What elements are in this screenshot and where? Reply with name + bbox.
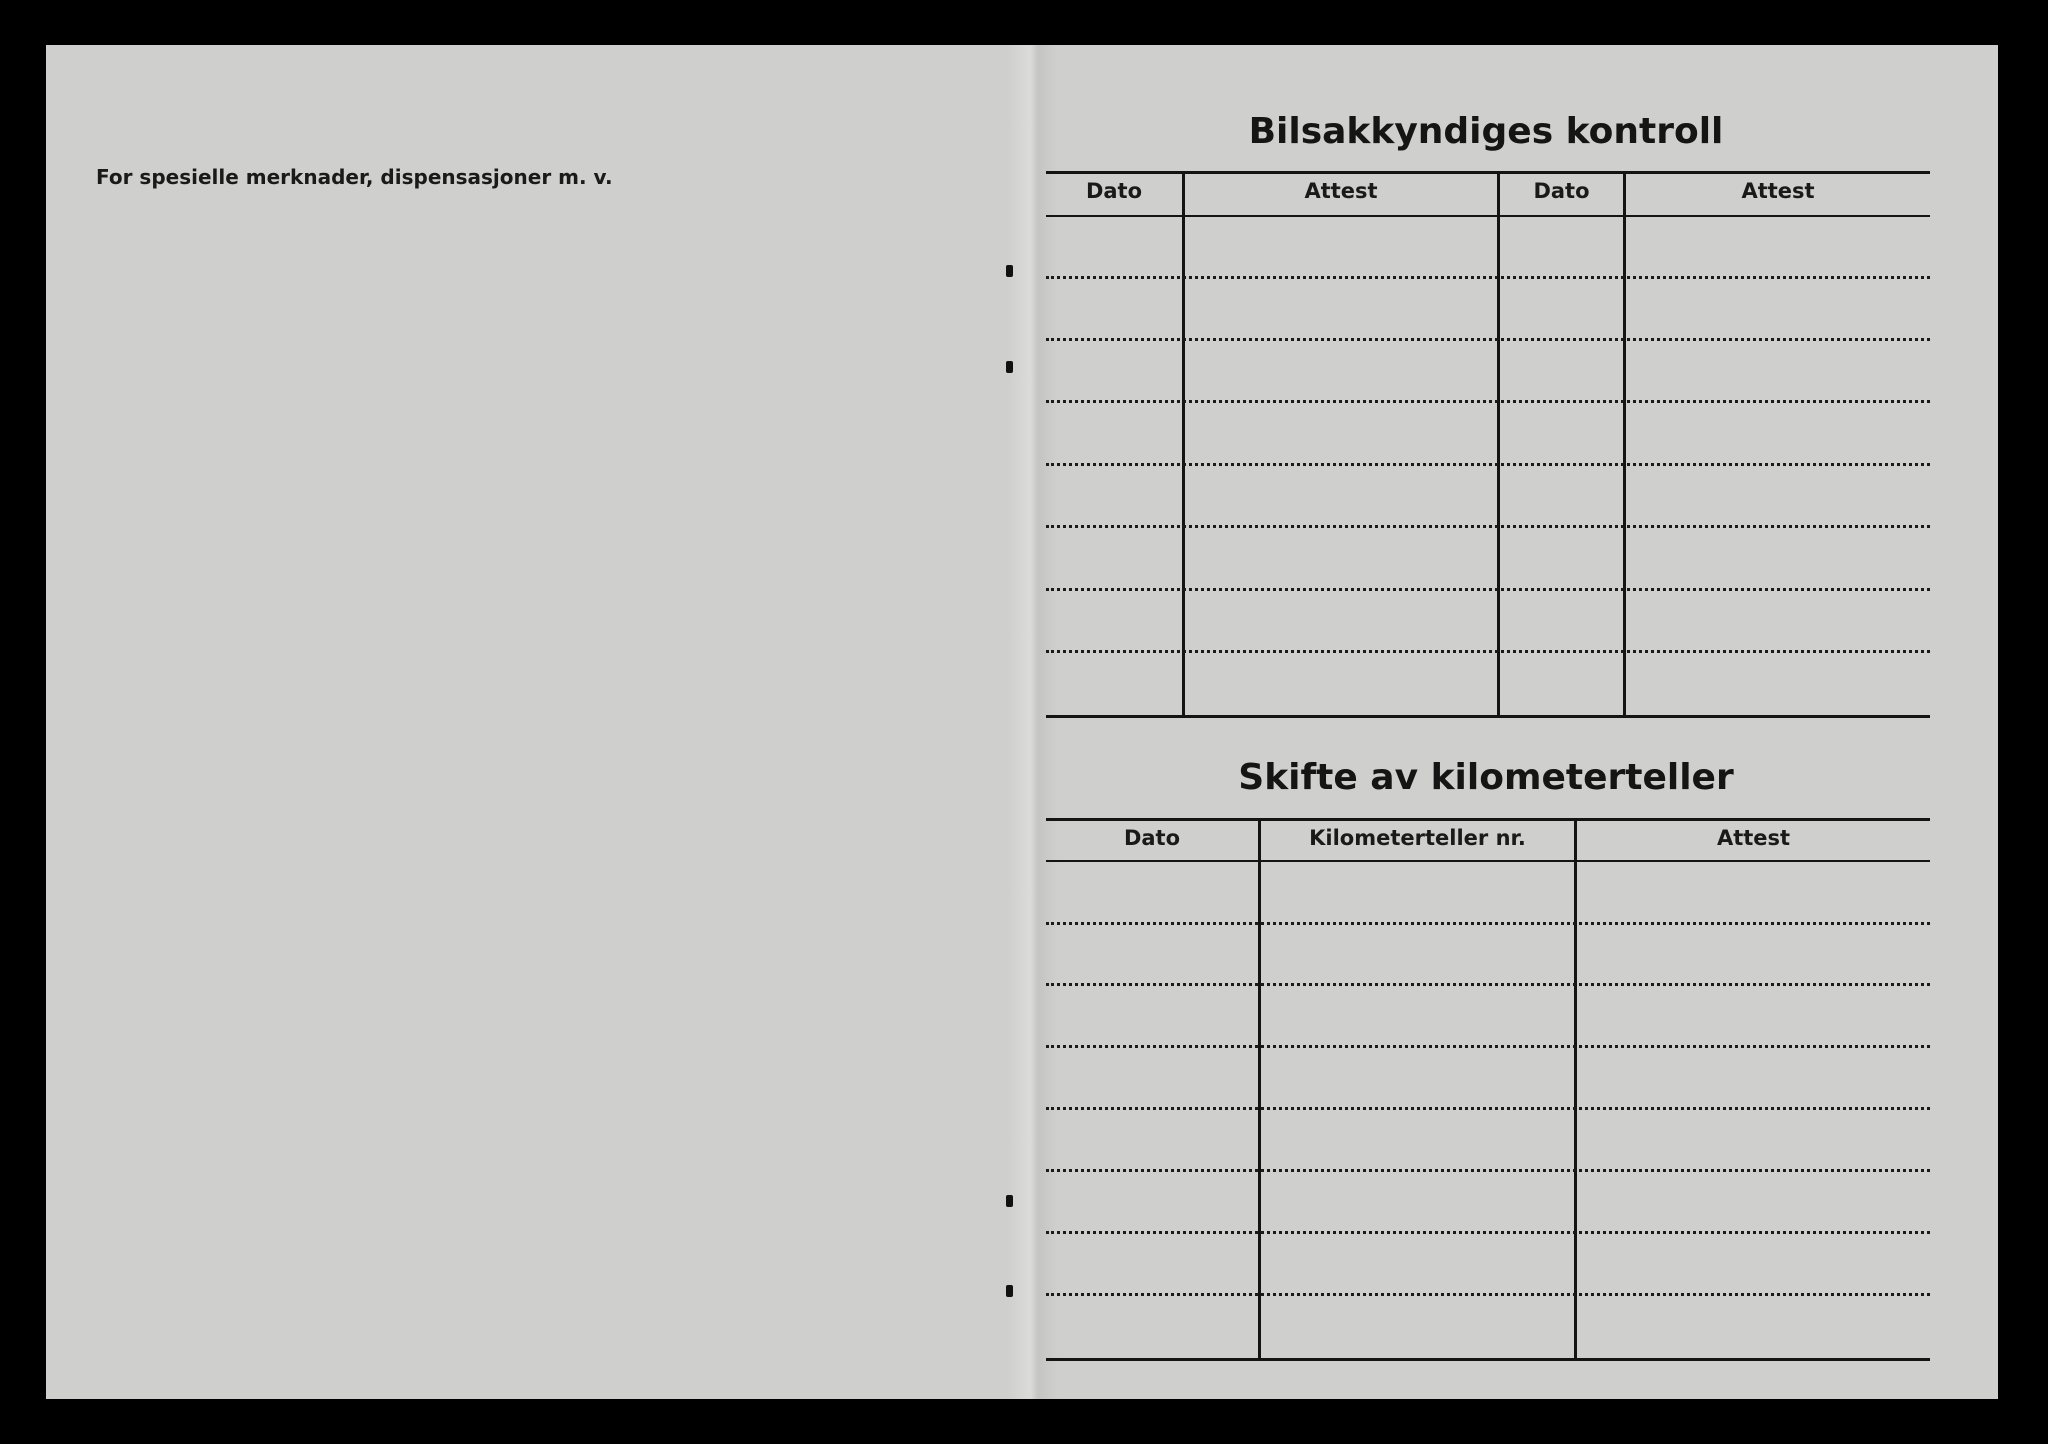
punch-hole: [1006, 361, 1013, 373]
column-header-date: Dato: [1123, 826, 1181, 850]
center-fold: [1008, 45, 1058, 1399]
entry-line: [1046, 650, 1930, 653]
odometer-table-title: Skifte av kilometerteller: [1238, 757, 1734, 798]
entry-line: [1046, 525, 1930, 528]
column-divider: [1182, 171, 1185, 718]
punch-hole: [1006, 1285, 1013, 1297]
table-bottom-rule: [1046, 1358, 1930, 1361]
table-bottom-rule: [1046, 715, 1930, 718]
table-top-rule: [1046, 171, 1930, 174]
punch-hole: [1006, 1195, 1013, 1207]
column-divider: [1574, 818, 1577, 1361]
document-sheet: [46, 45, 1998, 1399]
punch-hole: [1006, 265, 1013, 277]
header-bottom-rule: [1046, 860, 1930, 862]
table-top-rule: [1046, 818, 1930, 821]
entry-line: [1046, 983, 1930, 986]
column-divider: [1497, 171, 1500, 718]
column-header-date: Dato: [1533, 179, 1590, 203]
entry-line: [1046, 588, 1930, 591]
column-header-certificate: Attest: [1716, 826, 1791, 850]
column-divider: [1258, 818, 1261, 1361]
entry-line: [1046, 922, 1930, 925]
entry-line: [1046, 1293, 1930, 1296]
column-header-odometer-number: Kilometerteller nr.: [1309, 826, 1526, 850]
inspection-table-title: Bilsakkyndiges kontroll: [1248, 111, 1724, 152]
special-remarks-label: For spesielle merknader, dispensasjoner m. v.: [96, 165, 613, 189]
column-divider: [1623, 171, 1626, 718]
entry-line: [1046, 463, 1930, 466]
entry-line: [1046, 1107, 1930, 1110]
column-header-certificate: Attest: [1741, 179, 1815, 203]
entry-line: [1046, 400, 1930, 403]
entry-line: [1046, 1169, 1930, 1172]
column-header-date: Dato: [1085, 179, 1143, 203]
entry-line: [1046, 338, 1930, 341]
entry-line: [1046, 276, 1930, 279]
entry-line: [1046, 1045, 1930, 1048]
column-header-certificate: Attest: [1304, 179, 1378, 203]
entry-line: [1046, 1231, 1930, 1234]
header-bottom-rule: [1046, 215, 1930, 217]
